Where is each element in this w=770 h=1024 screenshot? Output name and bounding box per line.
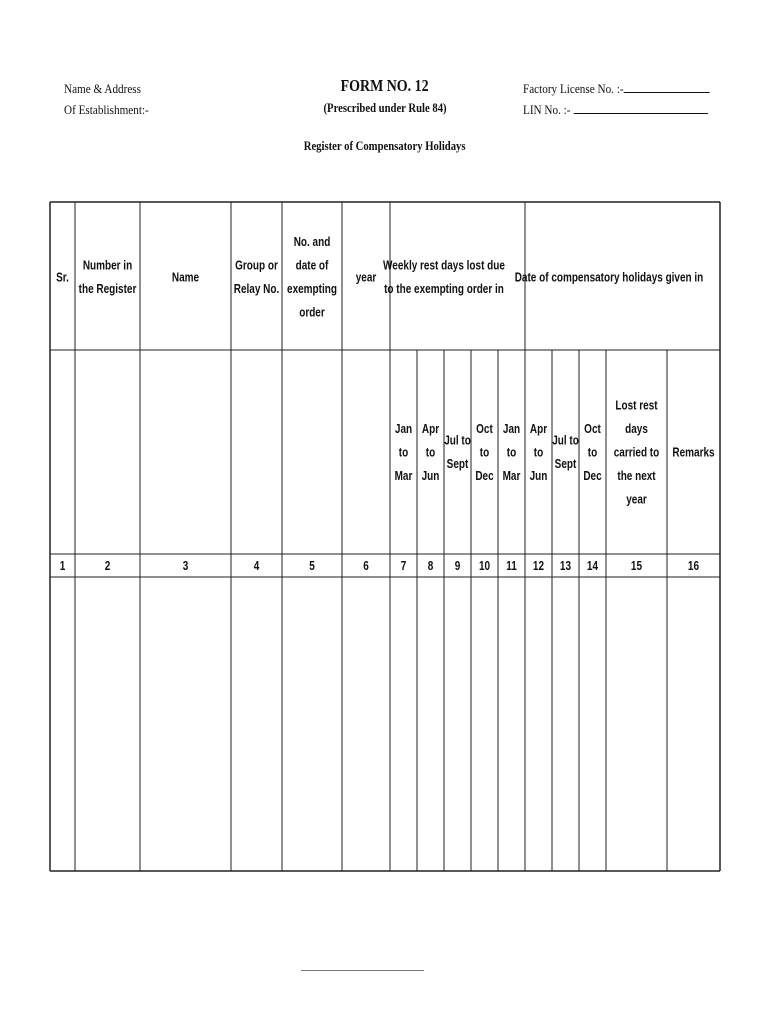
header-col-5: exempting	[287, 283, 337, 297]
column-number-12: 12	[532, 560, 545, 574]
column-number-5: 5	[309, 560, 315, 574]
lin-label: LIN No. :-	[523, 102, 574, 117]
prescribed-rule: (Prescribed under Rule 84)	[323, 100, 447, 115]
weekly-rest-header: to the exempting order in	[384, 283, 504, 297]
column-number-4: 4	[253, 560, 260, 574]
column-number-13: 13	[559, 560, 572, 574]
column-number-8: 8	[427, 560, 434, 574]
establishment-label: Of Establishment:-	[64, 102, 149, 117]
column-number-3: 3	[182, 560, 189, 574]
quarter-header-1: Mar	[394, 470, 413, 484]
header-col-5: date of	[295, 259, 329, 274]
header-col-4: Relay No.	[233, 283, 280, 297]
quarter-header-1: to	[398, 446, 409, 460]
column-number-1: 1	[59, 560, 66, 574]
quarter-header-8: to	[587, 446, 598, 460]
header-col-4: Group or	[235, 259, 278, 274]
quarter-header-2: Jun	[421, 470, 440, 484]
factory-license-label: Factory License No. :-	[523, 81, 624, 96]
quarter-header-6: Jun	[529, 470, 548, 484]
name-address-label: Name & Address	[64, 81, 142, 96]
lost-rest-header: the next	[617, 470, 656, 484]
quarter-header-4: Oct	[476, 423, 493, 437]
header-col-2: Number in	[82, 259, 133, 274]
header-col-6: year	[355, 271, 377, 285]
quarter-header-3: Jul to	[444, 434, 471, 449]
column-number-10: 10	[478, 560, 491, 574]
lost-rest-header: carried to	[613, 446, 660, 460]
quarter-header-7: Jul to	[552, 434, 579, 449]
quarter-header-8: Oct	[584, 423, 601, 437]
quarter-header-1: Jan	[394, 423, 413, 437]
quarter-header-4: Dec	[475, 470, 494, 484]
signature-line	[301, 970, 424, 971]
lost-rest-header: days	[625, 423, 648, 437]
column-number-16: 16	[687, 560, 700, 574]
comp-holidays-header: Date of compensatory holidays given in	[514, 271, 704, 285]
quarter-header-2: Apr	[421, 423, 440, 437]
quarter-header-6: to	[533, 446, 544, 460]
header-col-1: Sr.	[56, 271, 69, 285]
column-number-14: 14	[586, 560, 599, 574]
column-number-15: 15	[630, 560, 643, 574]
quarter-header-5: Jan	[502, 423, 521, 437]
quarter-header-4: to	[479, 446, 490, 460]
lost-rest-header: Lost rest	[615, 399, 658, 413]
quarter-header-5: to	[506, 446, 517, 460]
header-col-5: No. and	[293, 236, 331, 250]
quarter-header-6: Apr	[529, 423, 548, 437]
column-number-7: 7	[400, 560, 407, 574]
column-number-2: 2	[104, 560, 111, 574]
column-number-6: 6	[363, 560, 369, 574]
form-number: FORM NO. 12	[341, 76, 429, 95]
lost-rest-header: year	[626, 493, 647, 507]
register-title: Register of Compensatory Holidays	[304, 138, 466, 153]
header-col-2: the Register	[78, 283, 137, 297]
quarter-header-7: Sept	[554, 458, 577, 472]
quarter-header-2: to	[425, 446, 436, 460]
header-col-3: Name	[171, 271, 200, 285]
quarter-header-8: Dec	[583, 470, 602, 484]
quarter-header-3: Sept	[446, 458, 469, 472]
column-number-9: 9	[454, 560, 461, 574]
weekly-rest-header: Weekly rest days lost due	[383, 259, 505, 274]
quarter-header-5: Mar	[502, 470, 521, 484]
header-col-5: order	[299, 306, 325, 321]
column-number-11: 11	[506, 560, 517, 574]
remarks-header: Remarks	[672, 446, 715, 460]
